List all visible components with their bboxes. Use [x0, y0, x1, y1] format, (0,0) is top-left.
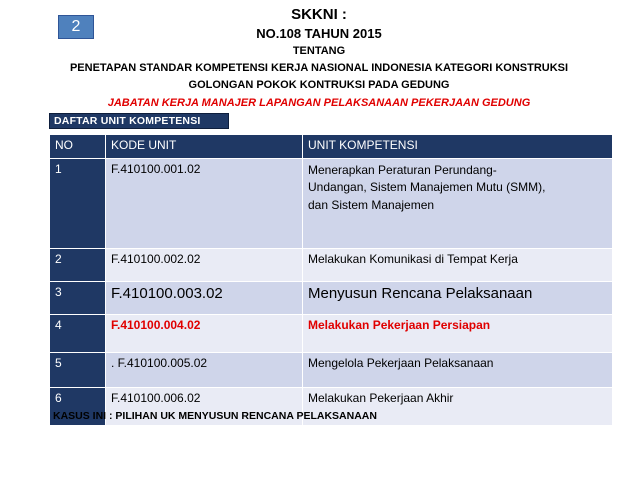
row-kode-unit: F.410100.002.02	[106, 249, 303, 282]
table-row	[50, 315, 613, 353]
row-unit-kompetensi: Melakukan Komunikasi di Tempat Kerja	[303, 249, 613, 282]
row-no: 3	[50, 282, 106, 315]
row-kode-unit: F.410100.001.02	[106, 159, 303, 249]
table-row	[50, 159, 613, 249]
row-kode-unit: F.410100.006.02	[106, 388, 303, 426]
table-row	[50, 249, 613, 282]
table-row	[50, 282, 613, 315]
competency-unit-table	[49, 134, 613, 426]
row-unit-kompetensi: Mengelola Pekerjaan Pelaksanaan	[303, 353, 613, 388]
title-jabatan: JABATAN KERJA MANAJER LAPANGAN PELAKSANAAN PEKERJAAN GEDUNG	[107, 97, 531, 109]
row-unit-kompetensi: Menerapkan Peraturan Perundang- Undangan, Sistem Manajemen Mutu (SMM), dan Sistem Manajemen	[303, 159, 613, 249]
row-no: 6	[50, 388, 106, 426]
header-kode-unit: KODE UNIT	[106, 135, 303, 159]
row-no: 5	[50, 353, 106, 388]
title-skkni: SKKNI :	[291, 6, 347, 23]
table-header-row	[50, 135, 613, 159]
header-no: NO	[50, 135, 106, 159]
table-row	[50, 353, 613, 388]
title-tentang: TENTANG	[292, 45, 346, 57]
title-number-year: NO.108 TAHUN 2015	[256, 26, 382, 41]
row-no: 2	[50, 249, 106, 282]
row-unit-kompetensi: Menyusun Rencana Pelaksanaan	[303, 282, 613, 315]
row-kode-unit: F.410100.003.02	[106, 282, 303, 315]
row-no: 4	[50, 315, 106, 353]
case-note: KASUS INI : PILIHAN UK MENYUSUN RENCANA PELAKSANAAN	[53, 410, 377, 422]
title-golongan: GOLONGAN POKOK KONTRUKSI PADA GEDUNG	[188, 79, 450, 91]
header-unit-kompetensi: UNIT KOMPETENSI	[303, 135, 613, 159]
title-penetapan: PENETAPAN STANDAR KOMPETENSI KERJA NASIONAL INDONESIA KATEGORI KONSTRUKSI	[69, 62, 569, 74]
row-no: 1	[50, 159, 106, 249]
page-number-badge: 2	[58, 15, 94, 39]
section-label: DAFTAR UNIT KOMPETENSI	[49, 113, 229, 129]
row-unit-kompetensi: Melakukan Pekerjaan Akhir	[303, 388, 613, 426]
row-kode-unit-highlighted: F.410100.004.02	[106, 315, 303, 353]
row-kode-unit: . F.410100.005.02	[106, 353, 303, 388]
row-unit-kompetensi-highlighted: Melakukan Pekerjaan Persiapan	[303, 315, 613, 353]
